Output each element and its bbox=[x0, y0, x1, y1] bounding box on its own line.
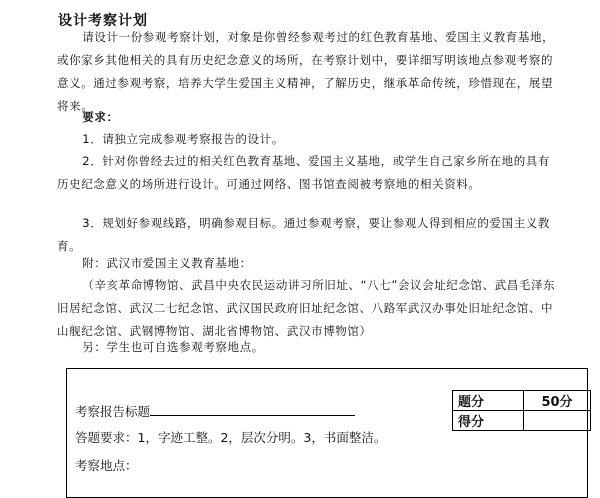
score-label: 题分 bbox=[453, 391, 524, 411]
earned-label: 得分 bbox=[453, 411, 524, 431]
requirements-heading: 要求： bbox=[82, 110, 119, 124]
intro-paragraph: 请设计一份参观考察计划，对象是你曾经参观考过的红色教育基地、爱国主义教育基地，或你家乡其他相关的具有历史纪念意义的场所，在考察计划中，要详细写明该地点参观考察的意义。通过参观考察，培养大学生爱国主义精神，了解历史，继承革命传统，珍惜现在，展望将来。 bbox=[57, 30, 555, 113]
report-title-field[interactable] bbox=[150, 401, 355, 416]
answer-requirements: 答题要求：1，字迹工整。2，层次分明。3，书面整洁。 bbox=[75, 430, 387, 445]
requirement-3: 3．规划好参观线路，明确参观目标。通过参观考察，要让参观人得到相应的爱国主义教育。 bbox=[57, 216, 551, 253]
answer-box bbox=[66, 368, 588, 498]
score-table bbox=[452, 390, 591, 431]
earned-value[interactable] bbox=[524, 411, 591, 431]
score-row bbox=[453, 391, 591, 411]
requirement-1: 1．请独立完成参观考察报告的设计。 bbox=[82, 132, 284, 146]
requirement-2: 2．针对你曾经去过的相关红色教育基地、爱国主义基地，或学生自己家乡所在地的具有历史纪念意义的场所进行设计。可通过网络、图书馆查阅被考察地的相关资料。 bbox=[57, 154, 551, 191]
report-title-row bbox=[75, 401, 355, 421]
location-label: 考察地点： bbox=[75, 458, 138, 473]
appendix-heading: 附：武汉市爱国主义教育基地： bbox=[82, 256, 252, 270]
page-title: 设计考察计划 bbox=[58, 13, 148, 29]
report-title-label: 考察报告标题 bbox=[75, 404, 151, 419]
note: 另：学生也可自选参观考察地点。 bbox=[82, 340, 264, 354]
score-value: 50分 bbox=[524, 391, 591, 411]
earned-row bbox=[453, 411, 591, 431]
appendix-list: （辛亥革命博物馆、武昌中央农民运动讲习所旧址、“八七”会议会址纪念馆、武昌毛泽东旧居纪念馆、武汉二七纪念馆、武汉国民政府旧址纪念馆、八路军武汉办事处旧址纪念馆、中山舰纪念馆、武钢博物馆、湖北省博物馆、武汉市博物馆） bbox=[57, 278, 556, 338]
